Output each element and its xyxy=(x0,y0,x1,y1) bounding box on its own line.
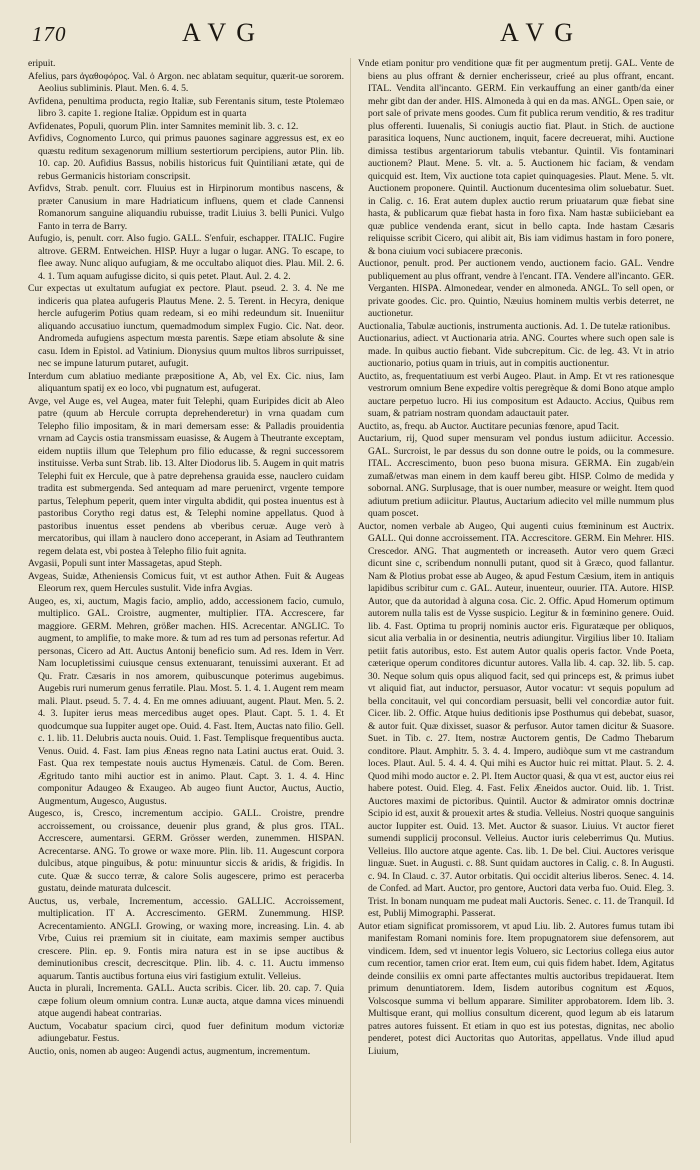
dictionary-entry: Auctito, as, frequ. ab Auctor. Auctitare pecunias fœnore, apud Tacit. xyxy=(358,420,620,432)
dictionary-entry: Avfidena, penultima producta, regio Italiæ, sub Ferentanis situm, teste Ptolemæo libro 3. capite 1. regione Italiæ. Oppidum est in quarta xyxy=(28,95,344,119)
dictionary-entry: Cur expectas ut exultatum aufugiat ex pectore. Plaut. pseud. 2. 3. 4. Ne me indiceris qua platea aufugeris Plautus Mene. 2. 5. Terent. in Hecyra, denique hercle aufugerim Potius quam redeam, si eo mihi redeundum sit. Inueniitur aliquando accusatiuo iunctum, quemadmodum simplex Fugio. Cic. Nat. deor. Andromeda aufugiens aspectum mœsta parentis. Sæpe etiam absolute & sine casu. Idem in Epistol. ad Vatinium. Dionysius quum multos libros surripuisset, nec se impune laturum putaret, aufugit. xyxy=(28,283,344,369)
dictionary-entry: Augesco, is, Cresco, incrementum accipio. GALL. Croistre, prendre accroissement, ou croissance, deuenir plus grand, & plus gros. ITAL. Accrescere, aumentarsi. GERM. Grösser werden, zunemmen. HISPAN. Acrecentarse. ANG. To growe or waxe more. Plin. lib. 11. Augescunt corpora dulcibus, atque pinguibus, & potu: minuuntur siccis & aridis, & frigidis. In cute. Quæ & succo terræ, & calore Solis augescere, primo est peracerba gustatu, deinde maturata dulcescit. xyxy=(28,808,344,894)
dictionary-entry: Afelius, pars ἀγαθοφόρος. Val. ὁ Argon. nec ablatam sequitur, quærit-ue sororem. Aeolius subliminis. Plaut. Men. 6. 4. 5. xyxy=(28,70,344,94)
paper-stain xyxy=(90,300,130,328)
dictionary-entry: Auctionarius, adiect. vt Auctionaria atria. ANG. Courtes where such open sale is made. In quibus auctio fiebant. Vide subcrepitum. Cic. de leg. 43. Vt in atrio auctionario, potius quam in triuis, aut in compitis auctionentur. xyxy=(358,333,674,369)
dictionary-entry: Avfidvs, Strab. penult. corr. Fluuius est in Hirpinorum montibus nascens, & præter Canusium in mare Hadriaticum influens, quem et clade Cannensi Romanorum sanguine aliquandiu rubuisse, tradit Liuius 3. belli Punici. Vulgo Fanto in terra de Barry. xyxy=(28,183,344,232)
dictionary-entry: Auctito, as, frequentatiuum est verbi Augeo. Plaut. in Amp. Et vt res rationesque vestrorum omnium Bene expedire voltis peregrèque & domi Bono atque amplo auctare perpetuo lucro. Hi ius compositum est Adaucto. Accius, Quibus rem suam, & patriam nostram quondam adauctauit pater. xyxy=(358,370,674,419)
left-column xyxy=(28,58,344,1148)
right-column xyxy=(358,58,674,1148)
dictionary-entry: Aucta in plurali, Incrementa. GALL. Aucta scribis. Cicer. lib. 20. cap. 7. Quia cæpe folium oleum omnium contra. Lunæ aucta, atque damna vices minuendi atque augendi habeat contrarias. xyxy=(28,983,344,1019)
column-divider xyxy=(350,58,351,1143)
page-header xyxy=(32,18,678,52)
dictionary-entry: Avfidivs, Cognomento Lurco, qui primus pauones saginare aggressus est, ex eo quæstu reditum sexagenorum millium sestertiorum percipiens, autor Plin. lib. 10. cap. 20. Aufidius Bassus, nobilis historicus fuit Quintiliani ætate, qui de rebus Germanicis historiam conscripsit. xyxy=(28,133,344,182)
running-head-left: AVG xyxy=(182,18,265,47)
dictionary-entry: Autor etiam significat promissorem, vt apud Liu. lib. 2. Autores fumus tutam ibi manifestam Romani nominis fore. Item propugnatorem siue defensorem, aut vindicem. Idem, sed vt inuentor legis Voluero, sic Lectorius collega eius autor cum recentior, tamen crior erat. Item eum, cui quis fidem habet. Idem, Agitatus deinde consiliis ex omni parte affectantes multis auctoribus trepidauerat. Item primum denuntiatorem. Idem, Iisdem autoribus cognitum est Æquos, Volscosque summa vi bellum apparare. Similiter approbatorem. Idem lib. 3. Multisque erant, qui mollius consultum dicerent, quod legum ab eis latarum patres autores fuissent. Et etiam in quo est ius potestas, dignitas, nec abolio penderet, potest dici Auctoritas quo Autoritas, appellatus. Vnde illud apud Liuium, xyxy=(358,920,674,1057)
dictionary-entry: eripuit. xyxy=(28,58,56,69)
running-head-right: AVG xyxy=(500,18,583,47)
dictionary-entry: Avfidenates, Populi, quorum Plin. inter Samnites meminit lib. 3. c. 12. xyxy=(28,120,299,132)
dictionary-entry: Auctor, nomen verbale ab Augeo, Qui augenti cuius fœmininum est Auctrix. GALL. Qui donne accroissement. ITA. Accrescitore. GERM. Ein Mehrer. HIS. Crescedor. ANG. That augmenteth or increaseth. Autor vero quem Græci dicunt sine c, scribendum nonnulli putant, quod sit à Græco, quod fallantur. Nam & Plotius probat esse ab Augeo, & apud Festum Cæsium, item in antiquis lapidibus scribitur cum c. GAL. Auteur, inuenteur, ouurier. ITA. Autore. HISP. Autor, que da autoridad à alguna cosa. Cic. 2. Offic. Apud Homerum optimum autorem nulla talis est de Vysse suspicio. Legitur & in fœminino genere. Ouid. lib. 4. Fast. Optima tu proprij nominis auctor eris. Figuratæque per obliquos, sicut alia verbalia in or desinentia, neutris adiungitur. Virgilius liber 10. Italiam petiit fatis autoribus, esto. Est autem Autor qualis operis factor. Vnde Poeta, cæterique operum conditores dicuntur autores. Valla lib. 4. cap. 32. lib. 5. cap. 30. Neque solum quis opus aliquod facit, sed qui princeps est, & primus iubet vt aliquid fiat, aut inductor, persuasor, Autor vocatur: vt sequis populum ad bella concitauit, vel qui concordiam persuasit, belli vel concordiæ autor fuit. Cicer. lib. 2. Offic. Atque huius deditionis ipse Posthumus qui debebat, suasor, & autor fuit. Quæ dixisset, suasor & perfusor. Autor tamen dicitur & Suasore. Suet. in Tib. c. 27. Item, nostræ Auctorem gentis, De Cadmo Thebarum conditore. Plaut. Amphitr. 5. 3. 4. 4. Impero, audiòque sum vt me castrandum loces. Plaut. Aul. 5. 4. 4. 4. Qui mihi es Auctor huic rei mittat. Plaut. 5. 2. 4. Quod mihi modo auctor e. 2. Pl. Item Auctor quasi, & qua vt est, auctor eius rei habere potest. Ouid. Eleg. 4. Fast. Felix Æneidos auctor. Ouid. lib. 1. Trist. Auctores maximi de pictoribus. Quintil. Auctor & admirator omnis doctrinæ Scipio id est, auxit & prouexit artes & studia. Velleius. Nostri quoque sanguinis auctor Iuppiter est. Ouid. 13. Met. Auctor & suasor. Liuius. Vt auctor fieret sumendi supplicij proconsul. Velleius. Auctor iuris celeberrimus Qu. Mutius. Velleius. Illo auctore atque agente. Cas. lib. 1. De bel. Ciui. Auctores verisque linguæ. Suet. in Augusti. c. 88. Sunt quidam auctores in Calig. c. 8. In Augusti. c. 94. In Claud. c. 37. Autor orbitatis. Qui occidit alterius liberos. Senec. 4. 14. de Confed. ad Mart. Auctor, pro gentore, Auctori data verba fuo. Ouid. Eleg. 3. Trist. In bonam nunquam me pudeat mali Auctoris. Senec. c. 11. de Tranquil. Id est, Publij Mimographi. Passerat. xyxy=(358,520,674,919)
dictionary-entry: Aufugio, is, penult. corr. Also fugio. GALL. S'enfuir, eschapper. ITALIC. Fugire altrove. GERM. Entweichen. HISP. Huyr a lugar o lugar. ANG. To escape, to flee away. Nunc aliquo aufugiam, & me occultabo aliquot dies. Plau. Mil. 2. 6. 4. 1. Tum aquam aufugisse dicito, si quis petet. Plaut. Aul. 2. 4. 2. xyxy=(28,233,344,282)
dictionary-entry: Avge, vel Auge es, vel Augea, mater fuit Telephi, quam Euripides dicit ab Aleo patre (quum ab Hercule corrupta deprehenderetur) in vrna quadam cum Telepho filio impositam, & in mari demersam esse: & Palladis prouidentia vrnam ad Caycis ostia transmissam euasisse, & Augem à Theutrante exceptam, eidem nuptiis illum que Telephum pro filio educasse, & regni successorem instituisse. Verba sunt Strab. lib. 13. Alter Diodorus lib. 5. Augem in quit matris Telephi fuit ex Hercule, que à patre deprehensa grauida esse, nauclero cuidam tradita est submergenda. Sed antequam ad mare peruenirct, vrgente tempore partus, Telephum peperit, quem inter virgulta abdidit, qui postea inuentus est à pastoribus Corytho regi datus est, & Telephi nomine appellatus. Quod à pastoribus inuentus esset pendens ab vberibus ceruæ. Auge verò à mercatoribus, qui illam à nauclero dono acceperant, in Asiam ad Teuthrantem regem delata est, vbi postea à Telepho filio fuit agnita. xyxy=(28,395,344,557)
dictionary-entry: Auctum, Vocabatur spacium circi, quod fuer definitum modum victoriæ adiungebatur. Festus. xyxy=(28,1020,344,1044)
dictionary-entry: Auctio, onis, nomen ab augeo: Augendi actus, augmentum, incrementum. xyxy=(28,1045,311,1057)
dictionary-entry: Auctus, us, verbale, Incrementum, accessio. GALLIC. Accroissement, multiplication. IT A. Accrescimento. GERM. Zunemmung. HISP. Acrecentamiento. ANGLI. Growing, or waxing more, increasing. Lin. 4. ab Vrbe, Cuius rei præmium sit in ciuitate, eam maximis semper auctibus crescere. Plin. ep. 9. Fontis mira natura est in se ipse auctibus & deminutionibus crescit, decrescitque. Plin. lib. 4. c. 11. Auctu immenso aquarum. Tantis auctibus fortuna eius viri fastigium extulit. Velleius. xyxy=(28,895,344,982)
paper-stain xyxy=(520,760,550,782)
page-number: 170 xyxy=(32,22,67,46)
dictionary-entry: Avgasii, Populi sunt inter Massagetas, apud Steph. xyxy=(28,558,223,569)
dictionary-entry: Interdum cum ablatiuo mediante præpositione A, Ab, vel Ex. Cic. nius, Iam aliquantum spatij ex eo loco, vbi pugnatum est, aufugerat. xyxy=(28,370,344,394)
dictionary-entry: Vnde etiam ponitur pro venditione quæ fit per augmentum pretij. GAL. Vente de biens au plus offrant & dernier encherisseur, crieé au plus offrant, encant. ITAL. Vendita all'incanto. GERM. Ein verkauffung an einer gantb/da einer mehr gibt dan der ander. HIS. Almoneda à qui en da mas. ANGL. Open saie, or port sale of private mens goodes. Cum fit publica rerum venditio, & res traditur plus offerenti. Iuuenalis, Si coniugis auctio fiat. Plaut. in Stich. de auctione parasitica loquens, Nunc auctionem, inquit, facere decreuerat, mihi. Auctione dimissa testibus argentariorum tabulis vtebantur. Quintil. Vis fontaminari auctionem? Plaut. Mene. 5. vlt. a. 5. Auctionem hic faciam, & vendam quicquid est. Item, Vix auctione tota capiet quinquagesies. Plaut. Mene. 5. vlt. Auctionem proponere. Quintil. Auctionum ducentesima olim soluebatur. Suet. in Calig. c. 16. Erat autem duplex auctio rerum priuatarum quæ fiebat sine hasta, & publicarum quæ fiebat hasta in foro fixa. Nam hastæ subiiciebant ea quæ publice vendenda erant, sicut in bello capta. Inde hastam Cæsaris reliquisse scribit Cicero, qui alibit ait, Bis iam vidimus hastam in foro ponere, & bona ciuium voci subiacere præconis. xyxy=(358,58,674,257)
dictionary-entry: Augeo, es, xi, auctum, Magis facio, amplio, addo, accessionem facio, cumulo, multiplico. GAL. Croistre, augmenter, multiplier. ITA. Accrescere, far maggiore. GERM. Mehren, größer machen. HIS. Acrecentar. ANGLIC. To augment, to amplifie, to make more. & tum ad res tum ad personas refertur. Ad personas, Cicero ad Att. Auctus Antonij beneficio sum. Ad res. Idem in Verr. Nam locupletissimi cuiusque census extenuarant, tenuissimi auxerant. Et ad Qu. Fratr. Cæsaris in nos amorem, quibuscunque poterimus augebimus. Augebis ruri numerum genus ferratile. Plau. Most. 5. 1. 4. 1. Augent rem meam mali. Plaut. pseud. 5. 7. 4. 4. En me omnes adiuuant, augent. Plaut. Men. 5. 2. 4. 3. Iupiter ierus meas mercedibus auget opes. Plaut. Capt. 5. 1. 4. Et quodcumque sua Iuppiter auget ope. Ouid. 4. Fast. Item, Auctas nato filio. Gell. c. 1. lib. 11. Delubris aucta nouis. Ouid. 1. Fast. Templisque frequentibus aucta. Venus. Ouid. 4. Fast. Iam pius Æneas regno nata Latini auctus erat. Ouid. 3. Fast. Qua rex tempestate nouis auctus Hymenæis. Catul. de Com. Beren. Ægritudo tanto mihi auctior est in animo. Plaut. Capt. 3. 1. 4. 4. Hinc componitur Adaugeo & Exaugeo. Ab augeo fiunt Auctor, Auctus, Auctio, Augmentum, Augesco, Augustus. xyxy=(28,595,344,807)
dictionary-entry: Avgeas, Suidæ, Atheniensis Comicus fuit, vt est author Athen. Fuit & Augeas Eleorum rex, quem Hercules sustulit. Vide infra Avgias. xyxy=(28,570,344,594)
dictionary-entry: Auctionor, penult. prod. Per auctionem vendo, auctionem facio. GAL. Vendre publiquement au plus offrant, vendre à l'encant. ITA. Vendere all'incanto. GER. Verganten. HISPA. Almonedear, vender en almoneda. ANGL. To sell open, or private goodes. Cic. pro. Quintio, Næuius hominem multis verbis deterret, ne auctionetur. xyxy=(358,258,674,319)
dictionary-entry: Auctarium, rij, Quod super mensuram vel pondus iustum adiicitur. Accessio. GAL. Surcroist, le par dessus du son donne outre le poids, ou la commesure. ITAL. Accrescimento, buon peso buona misura. GERMA. Ein zugab/ein zumaß/etwas man einem in dem kauff bereu gibt. HISP. Colmo de medida y sobornal. ANG. Surplusage, that is ouer number, measure or weight. Item quod adiutum pretium adiicitur. Plautus, Auctarium adiecito vel mille nummum plus quam poscet. xyxy=(358,433,674,519)
dictionary-entry: Auctionalia, Tabulæ auctionis, instrumenta auctionis. Ad. 1. De tutelæ rationibus. xyxy=(358,320,671,332)
